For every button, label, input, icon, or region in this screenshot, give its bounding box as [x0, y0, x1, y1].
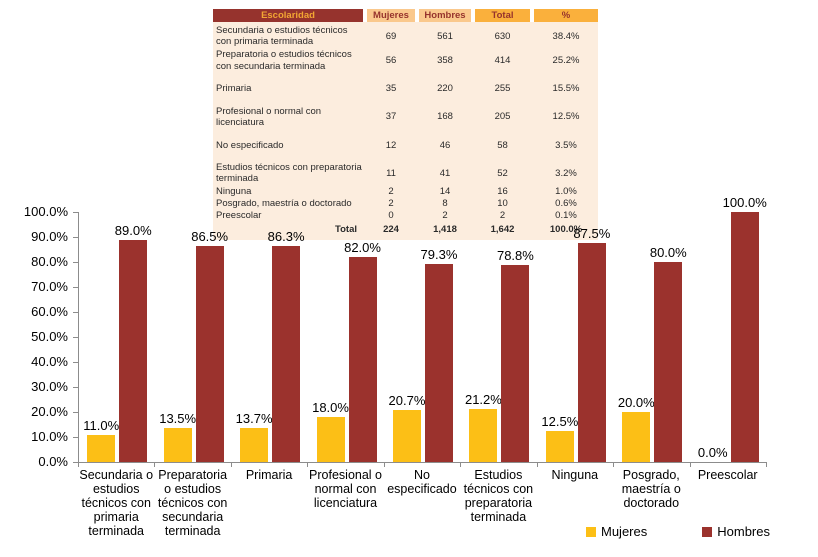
table-row — [213, 198, 598, 210]
category-group — [155, 212, 231, 462]
x-category-label: Posgrado, maestría o doctorado — [621, 468, 681, 510]
table-cell: 38.4% — [552, 30, 580, 42]
y-axis-labels — [0, 204, 68, 469]
x-tick-mark — [384, 463, 385, 467]
table-cell: 46 — [439, 139, 451, 151]
bar-value-label: 79.3% — [420, 246, 458, 262]
table-cell: 220 — [437, 83, 453, 95]
bar-hombres — [649, 245, 687, 462]
bar-mujeres — [159, 411, 197, 462]
bar-value-label: 21.2% — [464, 392, 502, 407]
bar-mujeres — [464, 392, 502, 462]
table-cell: Total — [335, 224, 357, 236]
table-row — [213, 24, 598, 48]
table-row — [213, 186, 598, 198]
x-tick-mark — [690, 463, 691, 467]
table-row — [213, 105, 598, 129]
table-cell: 2 — [388, 186, 394, 198]
x-tick-mark — [460, 463, 461, 467]
x-category-label: Secundaria o estudios técnicos con primaria terminada — [79, 468, 154, 538]
x-category-label: Preparatoria o estudios técnicos con secundaria terminada — [157, 468, 228, 538]
table-cell: No especificado — [216, 139, 284, 151]
table-cell: 0 — [388, 210, 394, 222]
bar-value-label: 20.7% — [388, 393, 426, 409]
bar-mujeres — [541, 413, 579, 462]
bar-hombres — [573, 226, 611, 462]
table-cell: 1.0% — [555, 186, 577, 198]
table-cell: 58 — [497, 139, 508, 151]
x-tick-mark — [154, 463, 155, 467]
bar-value-label: 80.0% — [649, 245, 687, 260]
table-cell: 2 — [499, 210, 506, 222]
table-cell: 2 — [388, 198, 394, 210]
table-cell: 56 — [385, 55, 397, 66]
y-tick-label: 0.0% — [38, 454, 68, 469]
table-cell: 224 — [383, 224, 399, 236]
table-header-escolaridad: Escolaridad — [213, 9, 363, 22]
table-row — [213, 129, 598, 161]
table-cell: 15.5% — [552, 83, 580, 95]
table-cell: 25.2% — [552, 55, 580, 66]
table-cell: 37 — [385, 111, 397, 123]
bar-hombres — [420, 246, 458, 462]
category-group — [385, 212, 461, 462]
x-tick-mark — [78, 463, 79, 467]
x-tick-mark — [613, 463, 614, 467]
y-tick-label: 30.0% — [31, 379, 68, 394]
table-row — [213, 161, 598, 185]
table-row — [213, 48, 598, 72]
y-tick-label: 40.0% — [31, 354, 68, 369]
table-cell: 255 — [494, 83, 511, 95]
bar-value-label: 13.7% — [235, 410, 273, 426]
category-group — [614, 212, 690, 462]
table-body — [213, 22, 598, 240]
table-header-mujeres: Mujeres — [367, 9, 415, 22]
x-category-label: Primaria — [245, 468, 293, 482]
bar-value-label: 87.5% — [573, 226, 611, 242]
bar-value-label: 82.0% — [344, 240, 381, 255]
legend-item-mujeres — [586, 524, 647, 539]
table-cell: 52 — [497, 167, 508, 179]
bar-hombres — [267, 229, 305, 462]
category-group — [232, 212, 308, 462]
category-group — [79, 212, 155, 462]
table-cell: 205 — [494, 111, 511, 123]
table-cell: Estudios técnicos con preparatoria terminada — [216, 162, 362, 185]
bar-value-label: 100.0% — [722, 195, 767, 210]
x-category-label: Profesional o normal con licenciatura — [309, 468, 383, 510]
bar-hombres — [191, 228, 229, 462]
bar-value-label: 78.8% — [496, 248, 534, 263]
x-category-label: Ninguna — [551, 468, 599, 482]
bar-mujeres — [312, 400, 349, 462]
table-cell: 168 — [437, 111, 453, 123]
table-cell: 1,642 — [490, 224, 515, 236]
table-header-row — [213, 9, 598, 22]
table-cell: 12 — [385, 139, 397, 151]
table-cell: 35 — [385, 83, 397, 95]
y-tick-label: 90.0% — [31, 229, 68, 244]
table-cell: 561 — [437, 30, 453, 42]
table-header-hombres: Hombres — [419, 9, 471, 22]
table-cell: Preparatoria o estudios técnicos con secundaria terminada — [216, 49, 352, 72]
bar-value-label: 12.5% — [541, 413, 579, 429]
table-cell: 630 — [494, 30, 511, 42]
bar-mujeres — [388, 393, 426, 462]
y-tick-label: 100.0% — [23, 204, 68, 219]
table-cell: 414 — [494, 55, 511, 66]
bar-value-label: 0.0% — [697, 445, 728, 460]
bar-value-label: 86.3% — [267, 229, 305, 245]
table-cell: 16 — [497, 186, 508, 198]
table-cell: Ninguna — [216, 186, 252, 198]
y-tick-label: 10.0% — [31, 429, 68, 444]
bar-value-label: 86.5% — [191, 228, 229, 244]
bar-mujeres — [235, 410, 273, 462]
legend-swatch-icon — [586, 527, 596, 537]
table-cell: 3.5% — [555, 139, 577, 151]
table-cell: 41 — [439, 167, 451, 179]
bar-hombres — [344, 240, 381, 462]
table-header-total: Total — [475, 9, 530, 22]
table-cell: 12.5% — [552, 111, 580, 123]
legend-label: Hombres — [717, 524, 770, 539]
bar-value-label: 20.0% — [617, 395, 655, 410]
x-tick-mark — [307, 463, 308, 467]
y-tick-label: 20.0% — [31, 404, 68, 419]
bar-value-label: 11.0% — [83, 417, 120, 433]
x-tick-mark — [766, 463, 767, 467]
bar-hombres — [722, 195, 767, 462]
table-cell: 11 — [386, 167, 396, 179]
table-cell: Profesional o normal con licenciatura — [216, 105, 322, 129]
table-cell: 10 — [497, 198, 508, 210]
bar-hombres — [114, 222, 152, 463]
table-cell: 1,418 — [433, 224, 457, 236]
table-row — [213, 73, 598, 105]
table-cell: Secundaria o estudios técnicos con primaria terminada — [216, 25, 348, 48]
table-cell: Preescolar — [216, 210, 262, 222]
legend-label: Mujeres — [601, 524, 648, 539]
chart-legend — [586, 524, 770, 539]
bar-value-label: 18.0% — [312, 400, 349, 415]
table-cell: 2 — [442, 210, 448, 222]
bar-mujeres — [617, 395, 655, 462]
x-tick-mark — [231, 463, 232, 467]
table-cell: 358 — [437, 55, 453, 66]
category-group — [691, 195, 767, 462]
bar-hombres — [496, 248, 534, 462]
x-category-label: Preescolar — [697, 468, 758, 482]
table-cell: 100.0% — [549, 224, 583, 236]
table-cell: 69 — [385, 30, 397, 42]
bar-value-label: 13.5% — [159, 411, 197, 427]
table-cell: 8 — [442, 198, 448, 210]
x-category-label: No especificado — [387, 468, 457, 496]
table-cell: Primaria — [216, 83, 252, 95]
bar-mujeres — [83, 417, 120, 463]
table-header-pct: % — [534, 9, 598, 22]
table-cell: 0.6% — [555, 198, 577, 210]
y-tick-label: 70.0% — [31, 279, 68, 294]
bar-value-label: 89.0% — [114, 222, 152, 238]
x-tick-mark — [537, 463, 538, 467]
y-tick-label: 60.0% — [31, 304, 68, 319]
y-tick-label: 50.0% — [31, 329, 68, 344]
category-group — [308, 212, 384, 462]
category-group — [538, 212, 614, 462]
table-cell: 14 — [439, 186, 451, 198]
x-category-label: Estudios técnicos con preparatoria terminada — [463, 468, 534, 524]
y-tick-label: 80.0% — [31, 254, 68, 269]
table-cell: 3.2% — [555, 167, 577, 179]
legend-item-hombres — [702, 524, 770, 539]
legend-swatch-icon — [702, 527, 712, 537]
escolaridad-table — [213, 9, 598, 240]
category-group — [461, 212, 537, 462]
table-cell: Posgrado, maestría o doctorado — [216, 198, 352, 210]
table-cell: 0.1% — [555, 210, 577, 222]
